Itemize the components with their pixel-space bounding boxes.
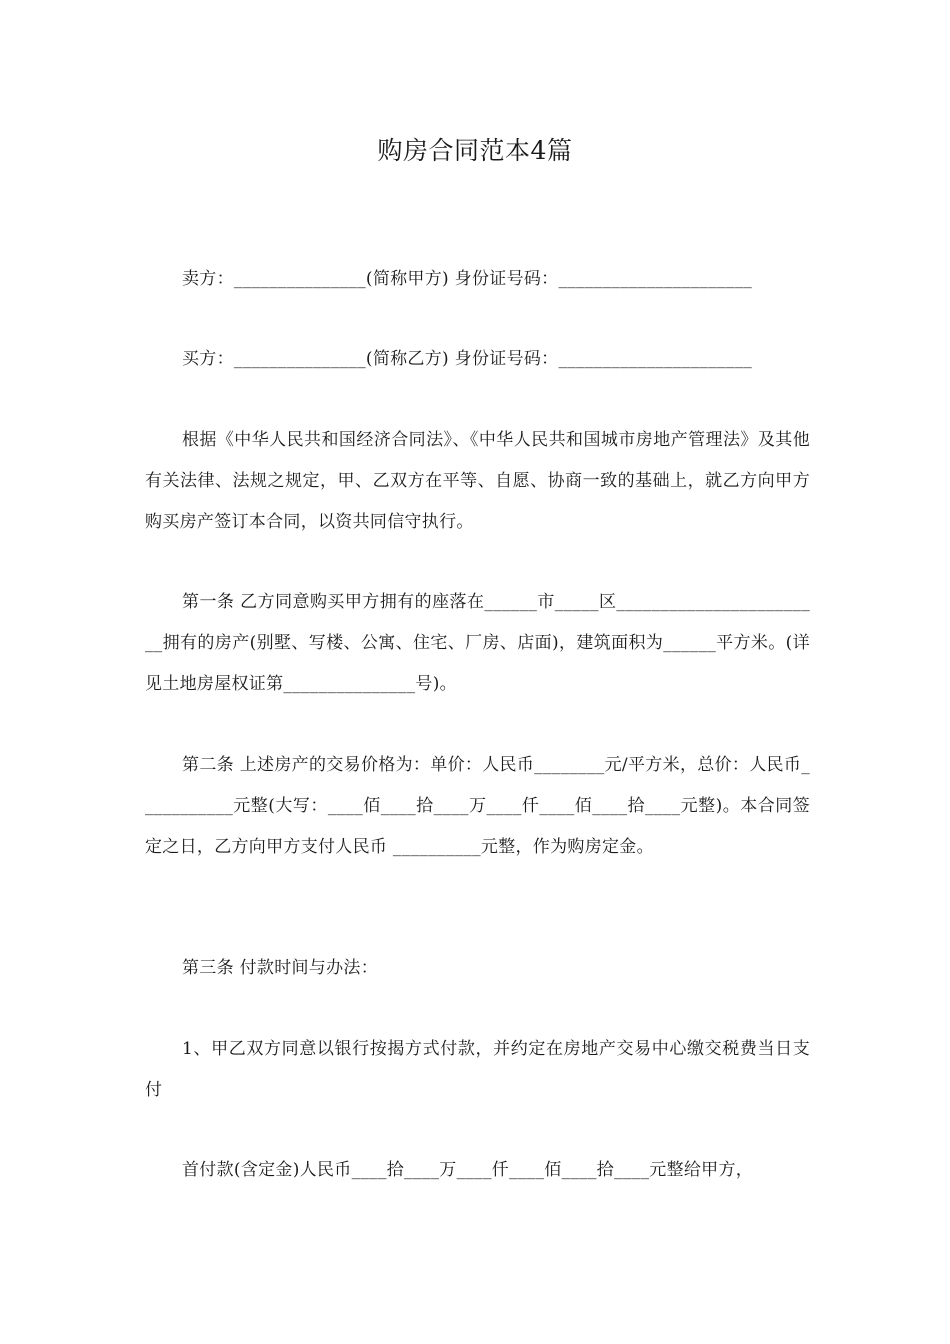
- article-one-paragraph: 第一条 乙方同意购买甲方拥有的座落在______市_____区________________________拥有的房产(别墅、写楼、公寓、住宅、厂房、店面)，建筑面积为______平方米。(详见土地房屋权证第_______________号)。: [145, 592, 810, 694]
- payment-method-paragraph: 1、甲乙双方同意以银行按揭方式付款，并约定在房地产交易中心缴交税费当日支付: [145, 1039, 810, 1100]
- preamble-paragraph: 根据《中华人民共和国经济合同法》、《中华人民共和国城市房地产管理法》及其他有关法律、法规之规定，甲、乙双方在平等、自愿、协商一致的基础上，就乙方向甲方购买房产签订本合同，以资共同信守执行。: [145, 430, 810, 532]
- seller-line: 卖方：_______________(简称甲方) 身份证号码：______________________: [182, 269, 753, 289]
- down-payment-paragraph: 首付款(含定金)人民币____拾____万____仟____佰____拾____元整给甲方，: [182, 1160, 754, 1180]
- article-two-paragraph: 第二条 上述房产的交易价格为：单价：人民币________元/平方米，总价：人民币___________元整(大写：____佰____拾____万____仟____佰____拾____元整)。本合同签定之日，乙方向甲方支付人民币 __________元整，作为购房定金。: [145, 755, 810, 857]
- buyer-line: 买方：_______________(简称乙方) 身份证号码：______________________: [182, 349, 753, 369]
- article-three-heading: 第三条 付款时间与办法：: [182, 958, 379, 978]
- document-title: 购房合同范本4篇: [377, 136, 573, 165]
